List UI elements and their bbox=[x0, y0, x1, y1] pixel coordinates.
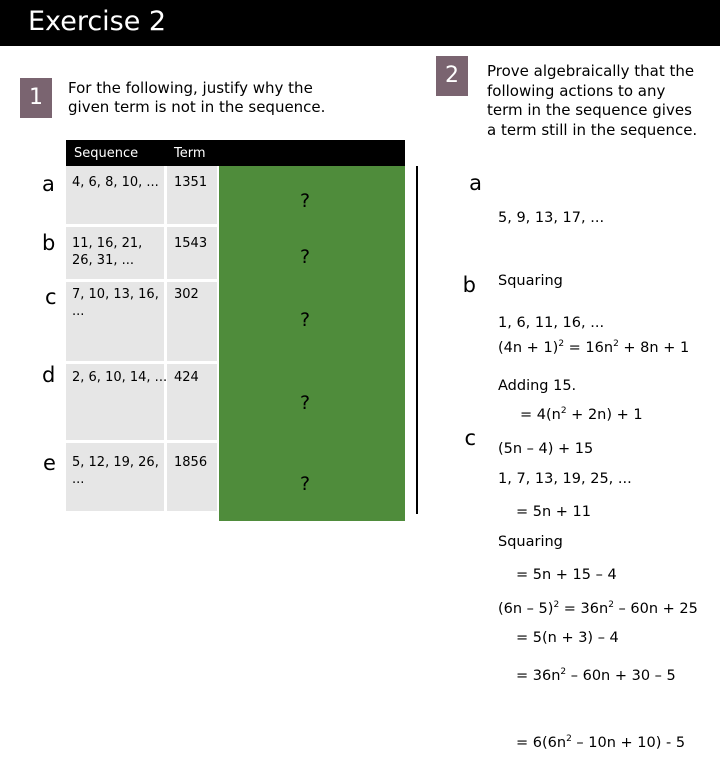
answer-c: ? bbox=[300, 309, 311, 331]
row-letter-a: a bbox=[42, 172, 55, 196]
question-2-prompt-line3: term in the sequence gives bbox=[487, 101, 692, 119]
question-1-prompt-line1: For the following, justify why the bbox=[68, 79, 313, 97]
part-c-action: Squaring bbox=[498, 534, 563, 550]
question-2-badge: 2 bbox=[436, 56, 468, 96]
sequence-c bbox=[72, 286, 159, 320]
question-1-prompt-line2: given term is not in the sequence. bbox=[68, 98, 326, 116]
term-b: 1543 bbox=[174, 236, 208, 251]
part-a-sequence: 5, 9, 13, 17, ... bbox=[498, 210, 605, 226]
question-2-prompt-line2: following actions to any bbox=[487, 81, 666, 100]
term-d: 424 bbox=[174, 370, 199, 385]
term-e: 1856 bbox=[174, 455, 208, 470]
part-c-step1: $(6n - 5)^2 = 36n^2 - 60n + 25$ bbox=[498, 600, 698, 617]
sequence-d bbox=[72, 369, 167, 386]
part-b-step3: = 5n + 15 – 4 bbox=[516, 567, 617, 583]
part-b-sequence: 1, 6, 11, 16, ... bbox=[498, 315, 605, 331]
sequence-c-line2: ... bbox=[72, 304, 85, 319]
row-letter-e: e bbox=[43, 451, 56, 475]
answer-d: ? bbox=[300, 392, 311, 414]
part-c-step3: = $6(6n^2 - 10n + 10) - 5$ bbox=[516, 733, 686, 751]
answer-b: ? bbox=[300, 246, 311, 268]
part-b-action: Adding 15. bbox=[498, 378, 577, 394]
page-title: Exercise 2 bbox=[28, 6, 167, 37]
row-letter-b: b bbox=[42, 231, 56, 255]
header-term: Term bbox=[174, 146, 206, 161]
question-2-prompt-line4: a term still in the sequence. bbox=[487, 120, 698, 139]
part-c-step2: = $36n^2 - 60n + 30 - 5$ bbox=[516, 666, 676, 684]
part-a-step1: $(4n + 1)^2 = 16n^2 + 8n + 1$ bbox=[498, 339, 690, 356]
sequence-c-line1: 7, 10, 13, 16, bbox=[72, 287, 159, 302]
term-a: 1351 bbox=[174, 175, 208, 190]
sequence-e-line1: 5, 12, 19, 26, bbox=[72, 455, 159, 470]
divider-line bbox=[416, 166, 418, 514]
part-c-sequence: 1, 7, 13, 19, 25, ... bbox=[498, 471, 632, 487]
part-b-step2: = 5n + 11 bbox=[516, 504, 591, 520]
answer-panel bbox=[219, 166, 405, 521]
part-a-action: Squaring bbox=[498, 273, 563, 289]
title-bar bbox=[0, 0, 720, 46]
answer-a: ? bbox=[300, 190, 311, 212]
part-b-step1: (5n – 4) + 15 bbox=[498, 441, 594, 457]
part-letter-c: c bbox=[464, 426, 476, 450]
row-letter-d: d bbox=[42, 363, 56, 387]
part-a-step2: = $4(n^2 + 2n) + 1$ bbox=[520, 405, 643, 423]
sequence-e bbox=[72, 454, 159, 488]
part-letter-a: a bbox=[469, 171, 482, 195]
sequence-b bbox=[72, 235, 142, 269]
question-1-prompt bbox=[68, 79, 325, 117]
term-c: 302 bbox=[174, 287, 199, 302]
sequence-d-line1: 2, 6, 10, 14, ... bbox=[72, 370, 168, 385]
sequence-b-line2: 26, 31, ... bbox=[72, 253, 135, 268]
answer-e: ? bbox=[300, 473, 311, 495]
sequence-a bbox=[72, 174, 159, 191]
part-b-step4: = 5(n + 3) – 4 bbox=[516, 630, 619, 646]
header-sequence: Sequence bbox=[74, 146, 139, 161]
question-2-prompt bbox=[487, 62, 697, 140]
sequence-b-line1: 11, 16, 21, bbox=[72, 236, 143, 251]
part-c-proof bbox=[498, 427, 698, 774]
sequence-e-line2: ... bbox=[72, 472, 85, 487]
sequence-a-line1: 4, 6, 8, 10, ... bbox=[72, 175, 159, 190]
part-letter-b: b bbox=[462, 273, 476, 297]
row-letter-c: c bbox=[45, 285, 57, 309]
question-2-prompt-line1: Prove algebraically that the bbox=[487, 62, 695, 80]
question-1-badge: 1 bbox=[20, 78, 52, 118]
